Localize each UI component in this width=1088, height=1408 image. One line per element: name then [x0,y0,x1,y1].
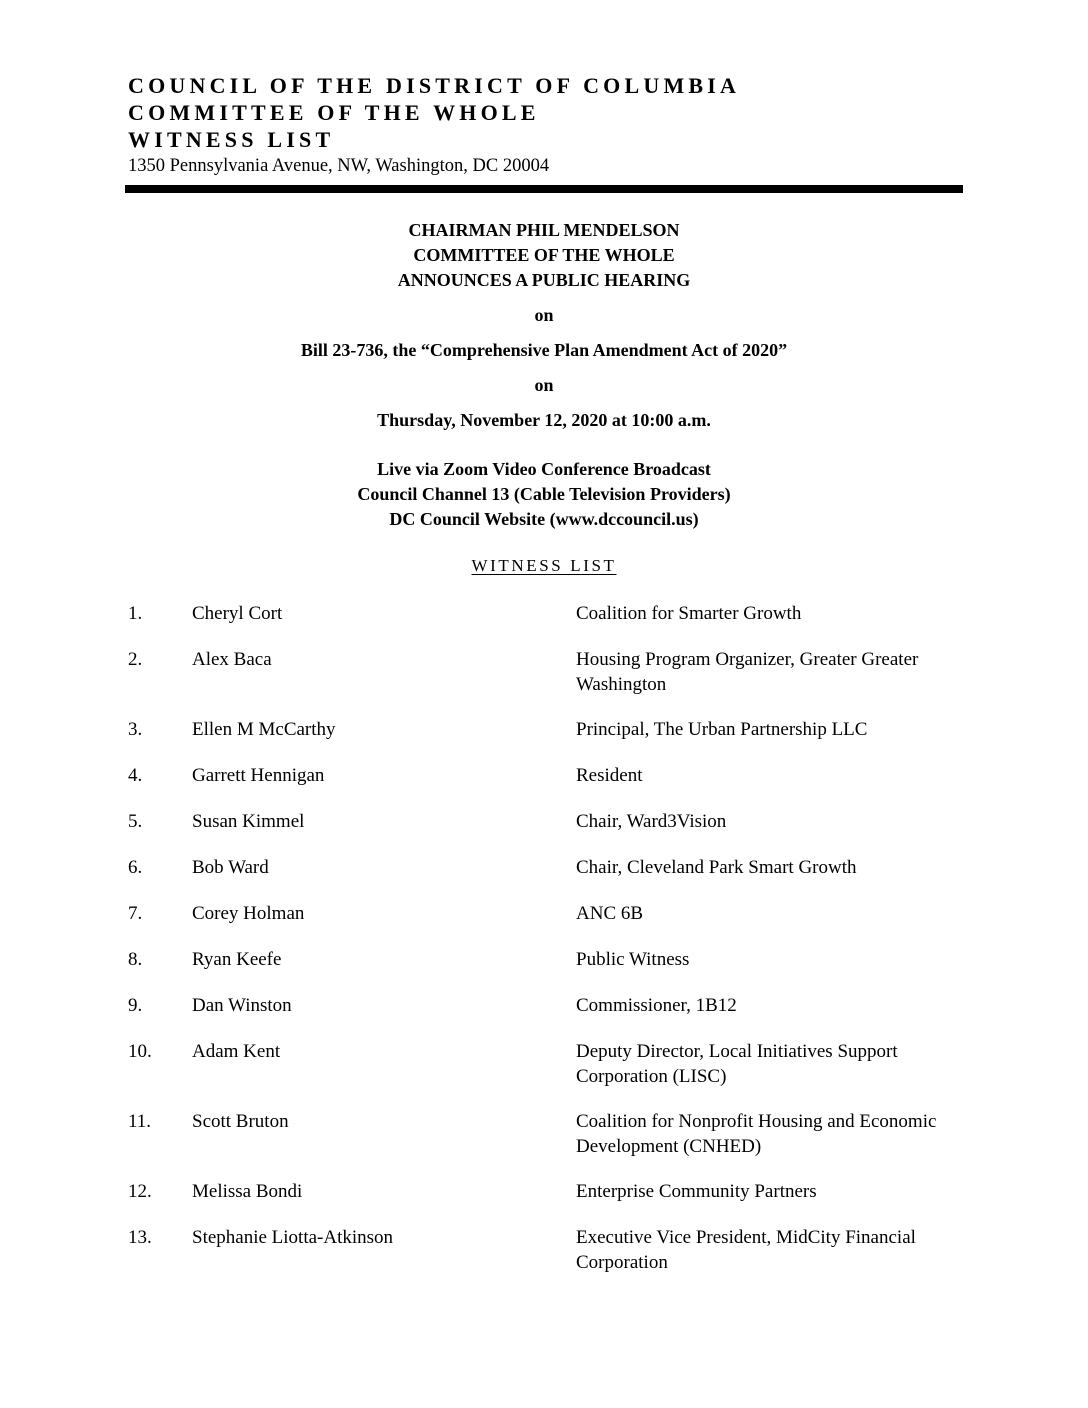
committee-line: COMMITTEE OF THE WHOLE [413,245,675,265]
witness-name: Corey Holman [192,903,305,924]
witness-number: 4. [128,765,143,786]
chairman-line: CHAIRMAN PHIL MENDELSON [408,220,680,240]
witness-affiliation: Deputy Director, Local Initiatives Support Corporation (LISC) [576,1041,898,1087]
witness-name: Bob Ward [192,857,269,878]
witness-affiliation: Chair, Ward3Vision [576,811,727,832]
witness-affiliation: Enterprise Community Partners [576,1181,817,1202]
witness-name: Scott Bruton [192,1111,289,1132]
witness-affiliation: Executive Vice President, MidCity Financial Corporation [576,1227,916,1273]
witness-affiliation: Principal, The Urban Partnership LLC [576,719,868,740]
witness-number: 8. [128,949,143,970]
announces-line: ANNOUNCES A PUBLIC HEARING [397,270,691,290]
witness-number: 10. [128,1041,152,1062]
witness-name: Alex Baca [192,649,272,670]
witness-name: Ryan Keefe [192,949,282,970]
hearing-announcement [128,218,960,293]
witness-affiliation: Chair, Cleveland Park Smart Growth [576,857,857,878]
witness-name: Stephanie Liotta-Atkinson [192,1227,394,1248]
witness-affiliation: Resident [576,765,643,786]
witness-number: 13. [128,1227,152,1248]
witness-name: Dan Winston [192,995,292,1016]
witness-number: 2. [128,649,143,670]
witness-number: 1. [128,603,143,624]
on-connector-1: on [534,305,554,325]
header-divider [125,185,963,193]
witness-affiliation: Housing Program Organizer, Greater Greater Washington [576,649,919,695]
letterhead-committee: COMMITTEE OF THE WHOLE [128,100,540,125]
witness-list-heading [128,555,960,577]
witness-affiliation: Commissioner, 1B12 [576,995,737,1016]
hearing-datetime: Thursday, November 12, 2020 at 10:00 a.m. [377,410,711,430]
witness-number: 9. [128,995,143,1016]
bill-title: Bill 23-736, the “Comprehensive Plan Amendment Act of 2020” [300,340,788,360]
witness-affiliation: ANC 6B [576,903,644,924]
broadcast-website: DC Council Website (www.dccouncil.us) [389,509,699,529]
witness-name: Cheryl Cort [192,603,283,624]
witness-affiliation: Coalition for Smarter Growth [576,603,802,624]
witness-name: Susan Kimmel [192,811,305,832]
witness-number: 7. [128,903,143,924]
witness-affiliation: Public Witness [576,949,690,970]
witness-affiliation: Coalition for Nonprofit Housing and Economic Development (CNHED) [576,1111,937,1157]
broadcast-channel: Council Channel 13 (Cable Television Providers) [357,484,731,504]
broadcast-zoom: Live via Zoom Video Conference Broadcast [377,459,711,479]
witness-list-heading-text: WITNESS LIST [471,556,617,575]
letterhead [128,72,740,178]
letterhead-address: 1350 Pennsylvania Avenue, NW, Washington, DC 20004 [128,156,550,176]
witness-name: Melissa Bondi [192,1181,303,1202]
letterhead-council: COUNCIL OF THE DISTRICT OF COLUMBIA [128,73,741,98]
witness-number: 11. [128,1111,152,1132]
witness-number: 12. [128,1181,152,1202]
letterhead-doc-type: WITNESS LIST [128,127,335,152]
on-connector-2: on [534,375,554,395]
witness-name: Adam Kent [192,1041,281,1062]
witness-number: 3. [128,719,143,740]
witness-name: Ellen M McCarthy [192,719,336,740]
witness-number: 5. [128,811,143,832]
witness-number: 6. [128,857,143,878]
broadcast-info [128,457,960,532]
witness-name: Garrett Hennigan [192,765,325,786]
